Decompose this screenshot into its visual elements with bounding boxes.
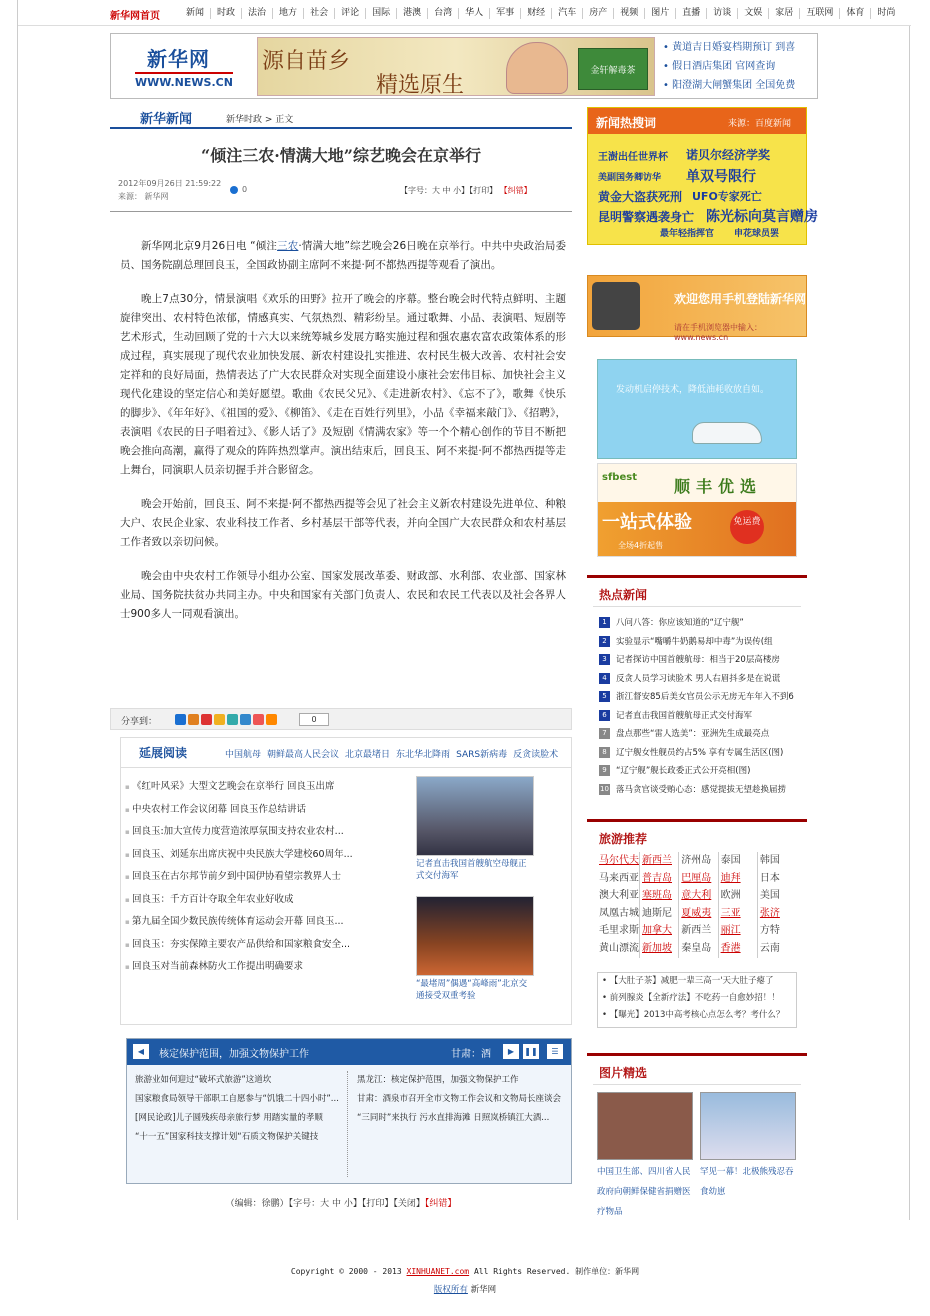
list-icon[interactable]: ☰ (547, 1044, 563, 1059)
copyright-brand-link[interactable]: XINHUANET.com (406, 1267, 470, 1276)
nav-item[interactable]: 财经 (521, 8, 552, 19)
column-divider (347, 1071, 348, 1177)
hot-news-item[interactable] (599, 744, 795, 763)
extended-item[interactable]: ▪ 第九届全国少数民族传统体育运动会开幕 回良玉... (125, 911, 387, 934)
divider (593, 606, 801, 607)
sfbest-slogan: 一站式体验 (602, 512, 692, 533)
nav-item[interactable]: 互联网 (800, 8, 840, 19)
travel-row (597, 922, 797, 940)
travel-destination[interactable]: 美国 (759, 890, 780, 902)
nav-item[interactable]: 台湾 (428, 8, 459, 19)
rank-number: 3 (599, 654, 610, 665)
extended-item[interactable]: ▪ 中央农村工作会议闭幕 回良玉作总结讲话 (125, 799, 387, 822)
travel-destination[interactable]: 欧洲 (719, 887, 758, 905)
sfbest-sub: 全场4折起售 (618, 541, 664, 550)
hot-search-source: 来源：百度新闻 (728, 119, 792, 129)
related-col-1 (135, 1071, 345, 1147)
travel-destination[interactable]: 巴厘岛 (679, 870, 718, 888)
para1-end: ·情满大地”综艺晚会26日晚在京举行。中共中央政治局委员、国务院副总理回良玉，全国政协副主席阿不来提·阿不都热西提等观看了演出。 (120, 240, 567, 271)
hot-news-list (599, 614, 795, 799)
extended-tag[interactable]: 朝鲜最高人民会议 (267, 750, 340, 760)
copyright-post: All Rights Reserved. 制作单位：新华网 (469, 1267, 640, 1276)
sfbest-title: 顺丰优选 (674, 477, 763, 496)
travel-destination[interactable]: 毛里求斯 (597, 922, 640, 940)
extended-photo-2[interactable] (416, 896, 534, 1002)
share-kaixin-icon[interactable] (253, 714, 264, 725)
page-shell (17, 0, 910, 1220)
header-links (663, 38, 817, 95)
logo-english: WWW.NEWS.CN (135, 72, 233, 89)
car-ad[interactable] (597, 359, 797, 459)
comment-count-value: 0 (242, 185, 248, 194)
banner-line2: 精选原生 (376, 73, 465, 98)
hot-search-title: 新闻热搜词 (596, 116, 657, 130)
photo-picks-box (587, 1053, 807, 1221)
travel-destination[interactable]: 加拿大 (640, 922, 679, 940)
travel-destination[interactable]: 丽江 (719, 922, 758, 940)
top-nav (18, 0, 911, 26)
travel-destination[interactable]: 济州岛 (679, 852, 718, 870)
rank-number: 4 (599, 673, 610, 684)
hot-search-box (587, 107, 818, 245)
extended-item[interactable]: ▪ 回良玉：千方百计夺取全年农业好收成 (125, 889, 387, 912)
travel-destination[interactable]: 马来西亚 (597, 870, 640, 888)
related-bar (127, 1039, 571, 1065)
article-source: 来源： 新华网 (118, 192, 169, 201)
hot-news-item[interactable] (599, 762, 795, 781)
travel-destination[interactable]: 新加坡 (640, 940, 679, 958)
nav-home-link[interactable]: 新华网首页 (110, 11, 160, 22)
related-item[interactable]: “十一五”国家科技支撑计划“石质文物保护关键技 (135, 1132, 319, 1142)
hot-news-text: 盘点那些“雷人选美”：亚洲先生成最亮点 (616, 729, 770, 739)
nav-item[interactable]: 家居 (769, 8, 800, 19)
phone-image (592, 282, 640, 330)
header-link[interactable]: • 黄道吉日婚宴档期预订 到喜 (663, 38, 817, 57)
mobile-promo-ad[interactable] (587, 275, 807, 342)
travel-destination[interactable]: 澳大利亚 (597, 887, 640, 905)
extended-tag[interactable]: 反贪读脸术 (513, 750, 559, 760)
logo-chinese: 新华网 (147, 47, 210, 71)
related-current-title[interactable]: 核定保护范围，加强文物保护工作 (159, 1049, 309, 1060)
share-renren-icon[interactable] (240, 714, 251, 725)
hot-word[interactable]: 黄金大盗获死刑 (598, 190, 683, 204)
hot-news-text: 八问八答：你应该知道的“辽宁舰” (616, 618, 744, 628)
travel-destination[interactable]: 云南 (759, 942, 780, 954)
share-xinhua-icon[interactable] (175, 714, 186, 725)
ad-link[interactable]: • 【曝光】2013中高考核心点怎么考？考什么？ (602, 1007, 796, 1024)
travel-destination[interactable]: 马尔代夫 (597, 852, 640, 870)
hot-news-title: 热点新闻 (599, 588, 648, 602)
hot-word[interactable]: 单双号限行 (686, 169, 756, 185)
banner-line1: 源自苗乡 (262, 49, 351, 74)
hot-word[interactable]: 王澍出任世界杯 (598, 152, 668, 163)
mobile-promo-sub: 请在手机浏览器中输入：www.news.cn (674, 323, 762, 342)
rank-number: 6 (599, 710, 610, 721)
hot-news-text: 辽宁舰女性舰员约占5% 享有专属生活区(图) (616, 747, 784, 758)
related-item[interactable]: 甘肃：酒泉市召开全市文物工作会议和文物局长座谈会 (357, 1094, 562, 1104)
hot-news-text: 实验显示“嘴嚼牛奶鹅易却中毒”为误传(组 (616, 636, 773, 647)
article-paragraph (120, 237, 566, 275)
banner-product-box: 金轩解毒茶 (578, 48, 648, 90)
travel-grid (597, 852, 797, 958)
share-weibo-icon[interactable] (201, 714, 212, 725)
hot-word[interactable]: 昆明警察遇袭身亡 (598, 210, 695, 224)
car-image (692, 422, 762, 444)
extended-tag[interactable]: 东北华北降雨 (396, 750, 451, 760)
mobile-promo-title: 欢迎您用手机登陆新华网 (674, 292, 807, 306)
article-paragraph: 晚会由中央农村工作领导小组办公室、国家发展改革委、财政部、水利部、农业部、国家林业局、国务院扶贫办共同主办。中央和国家有关部门负责人、农民和农民工代表以及社会各界人士900多人一同观看演出。 (120, 570, 566, 620)
photo-picks-title: 图片精选 (599, 1066, 648, 1080)
article-title: “倾注三农·情满大地”综艺晚会在京举行 (201, 146, 481, 165)
share-qzone-icon[interactable] (188, 714, 199, 725)
extended-title: 延展阅读 (139, 746, 188, 760)
nav-item[interactable]: 访谈 (707, 8, 738, 19)
nav-item[interactable]: 港澳 (397, 8, 428, 19)
extended-reading (120, 737, 572, 1025)
nav-item[interactable]: 图片 (645, 8, 676, 19)
travel-row (597, 887, 797, 905)
hot-news-text: 落马贪官谈受贿心态：感觉提拔无望趁换届捞 (616, 784, 787, 795)
travel-destination[interactable]: 迪拜 (719, 870, 758, 888)
publish-date: 2012年09月26日 21:59:22 (118, 179, 222, 188)
travel-destination[interactable]: 韩国 (759, 855, 780, 866)
share-count: 0 (299, 713, 329, 726)
carrier-photo (416, 776, 534, 856)
travel-destination[interactable]: 方特 (759, 925, 780, 937)
banner-ad[interactable] (257, 37, 655, 96)
extended-item[interactable]: ▪ 《红叶风采》大型文艺晚会在京举行 回良玉出席 (125, 776, 387, 799)
nav-item[interactable]: 视频 (614, 8, 645, 19)
nav-item[interactable]: 新闻 (180, 8, 211, 19)
next-arrow-icon[interactable]: ▶ (503, 1044, 519, 1059)
comment-icon (230, 186, 238, 194)
article-paragraph: 晚会开始前，回良玉、阿不来提·阿不都热西提等会见了社会主义新农村建设先进单位、种粮大户、农民企业家、农业科技工作者、乡村基层干部等代表，并向全国广大农民群众和农村基层工作者致以亲切问候。 (120, 498, 566, 548)
breadcrumb-path[interactable]: 新华时政 > 正文 (226, 115, 294, 125)
hot-news-item[interactable] (599, 725, 795, 744)
travel-destination[interactable]: 张济 (759, 907, 780, 919)
copyright-line2 (0, 1283, 930, 1295)
nav-item[interactable]: 地方 (273, 8, 304, 19)
hot-news-item[interactable] (599, 651, 795, 670)
travel-destination[interactable]: 凤凰古城 (597, 905, 640, 923)
sfbest-ad[interactable] (597, 463, 797, 557)
breadcrumb (110, 101, 572, 129)
article-meta (118, 177, 572, 207)
photo-caption[interactable]: 中国卫生部、四川省人民政府向朝鲜保健省捐赠医疗物品 (597, 1167, 691, 1217)
travel-ad-links (597, 972, 797, 1028)
related-item[interactable]: 黑龙江：核定保护范围，加强文物保护工作 (357, 1075, 519, 1085)
extended-header (121, 738, 571, 768)
travel-destination[interactable]: 普吉岛 (640, 870, 679, 888)
hot-word[interactable]: UFO专家死亡 (692, 190, 762, 203)
hot-search-header (588, 108, 806, 134)
travel-destination[interactable]: 夏威夷 (679, 905, 718, 923)
nav-item[interactable]: 华人 (459, 8, 490, 19)
nav-item[interactable]: 社会 (304, 8, 335, 19)
site-logo[interactable] (111, 34, 255, 98)
banner-model-image (506, 42, 568, 94)
divider (593, 1084, 801, 1085)
extended-list (125, 776, 387, 979)
comment-count[interactable] (230, 185, 247, 194)
related-item[interactable]: 旅游业如何迎过“破坏式旅游”这道坎 (135, 1075, 272, 1085)
related-news-widget (126, 1038, 572, 1184)
copyright-link[interactable]: 版权所有 (433, 1285, 468, 1295)
traffic-photo (416, 896, 534, 976)
travel-box (587, 819, 807, 1031)
rank-number: 5 (599, 691, 610, 702)
nav-item[interactable]: 房产 (583, 8, 614, 19)
related-side-label: 甘肃：酒 (451, 1049, 491, 1060)
hot-word[interactable]: 陈光标向莫言赠房 (706, 209, 818, 225)
related-item[interactable]: 国家粮食局领导干部职工自愿参与“饥饿二十四小时”... (135, 1094, 339, 1104)
rank-number: 8 (599, 747, 610, 758)
copyright (0, 1266, 930, 1277)
nav-item[interactable]: 军事 (490, 8, 521, 19)
extended-tags (225, 747, 564, 760)
hot-news-item[interactable] (599, 688, 795, 707)
travel-row (597, 870, 797, 888)
hot-news-text: “辽宁舰”舰长政委正式公开亮相(图) (616, 766, 751, 776)
related-item[interactable]: “三同时”来执行 污水直排海滩 日照岚桥镇江大酒... (357, 1113, 550, 1123)
share-more-icon[interactable] (266, 714, 277, 725)
hot-news-item[interactable] (599, 633, 795, 652)
photo-caption[interactable]: “最堵周”偶遇“高峰雨”北京交通接受双重考验 (416, 979, 528, 1001)
nav-item[interactable]: 汽车 (552, 8, 583, 19)
travel-destination[interactable]: 塞班岛 (640, 887, 679, 905)
travel-destination[interactable]: 泰国 (719, 852, 758, 870)
header-link[interactable]: • 阳澄湖大闸蟹集团 全国免费 (663, 76, 817, 95)
hot-news-item[interactable] (599, 614, 795, 633)
site-header (110, 33, 818, 99)
travel-row (597, 852, 797, 870)
article-footer-tools (110, 1196, 572, 1209)
travel-destination[interactable]: 新西兰 (679, 922, 718, 940)
hot-news-item[interactable] (599, 670, 795, 689)
extended-item[interactable]: ▪ 回良玉在古尔邦节前夕到中国伊协看望宗教界人士 (125, 866, 387, 889)
hot-word[interactable]: 申花球员罢 (734, 229, 780, 239)
hot-word[interactable]: 诺贝尔经济学奖 (686, 148, 771, 162)
sfbest-band (598, 502, 796, 556)
nav-item[interactable]: 法治 (242, 8, 273, 19)
sfbest-logo: sfbest (602, 472, 637, 483)
rank-number: 1 (599, 617, 610, 628)
rank-number: 7 (599, 728, 610, 739)
nav-item[interactable]: 文娱 (738, 8, 769, 19)
hot-news-item[interactable] (599, 781, 795, 800)
extended-item[interactable]: ▪ 回良玉、刘延东出席庆祝中央民族大学建校60周年... (125, 844, 387, 867)
extended-photo-1[interactable] (416, 776, 534, 882)
related-item[interactable]: [网民论政]儿子圆残疾母亲旅行梦 用踏实量的孝顺 (135, 1113, 323, 1123)
photo-ceremony[interactable] (597, 1092, 693, 1160)
nav-item[interactable]: 时政 (211, 8, 242, 19)
rank-number: 9 (599, 765, 610, 776)
nav-items (180, 8, 901, 19)
article-paragraph: 晚上7点30分，情景演唱《欢乐的田野》拉开了晚会的序幕。整台晚会时代特点鲜明、主题旋律突出、农村特色浓郁，情感真实、气氛热烈、精彩纷呈。通过歌舞、小品、表演唱、短剧等艺术形式，生动回顾了党的十六大以来统筹城乡发展方略实施过程和强农惠农富农政策体系的形成过程，真实展现了现代农业加快发展、新农村建设扎实推进、农村民生极大改善、农村社会安定祥和的良好局面，热情表达了广大农民群众对实现全面建设小康社会宏伟目标、加快社会主义现代化建设的坚定信心和美好愿望。歌曲《农民父兄》、《走进新农村》、《忘不了》，歌舞《快乐的脚步》、《年年好》、《祖国的爱》、《柳笛》、《走在百姓行列里》，小品《幸福来敲门》、《招聘》，表演唱《农民的日子唱着过》、《影人话了》及短剧《情满农家》等一个个精心创作的节目不断把晚会推向高潮，赢得了观众的阵阵热烈掌声。演出结束后，回良玉、阿不来提·阿不都热西提等走上舞台，同演职人员亲切握手并合影留念。 (120, 293, 566, 476)
travel-destination[interactable]: 新西兰 (640, 852, 679, 870)
extended-tag[interactable]: 北京最堵日 (345, 750, 391, 760)
share-label: 分享到： (121, 717, 158, 727)
hot-word[interactable]: 美副国务卿访华 (598, 173, 662, 183)
extended-item[interactable]: ▪ 回良玉对当前森林防火工作提出明确要求 (125, 956, 387, 979)
related-col-2 (357, 1071, 567, 1128)
extended-tag[interactable]: 中国航母 (225, 750, 262, 760)
correction-link[interactable]: 【纠错】 (499, 186, 532, 195)
prev-arrow-icon[interactable]: ◀ (133, 1044, 149, 1059)
travel-destination[interactable]: 日本 (759, 872, 780, 884)
travel-destination[interactable]: 香港 (719, 940, 758, 958)
rank-number: 2 (599, 636, 610, 647)
para1-start: 新华网北京9月26日电 “倾注 (141, 240, 278, 252)
divider (110, 211, 572, 212)
travel-destination[interactable]: 黄山漂流 (597, 940, 640, 958)
footer-correction-link[interactable]: 【纠错】 (424, 1199, 457, 1209)
pause-icon[interactable]: ❚❚ (523, 1044, 539, 1059)
nav-item[interactable]: 直播 (676, 8, 707, 19)
nav-item[interactable]: 国际 (366, 8, 397, 19)
travel-destination[interactable]: 意大利 (679, 887, 718, 905)
share-icons (175, 714, 279, 725)
header-link[interactable]: • 假日酒店集团 官网查询 (663, 57, 817, 76)
hot-news-box (587, 575, 807, 795)
footer-tools-links[interactable]: （编辑：徐鹏）【字号：大 中 小】【打印】【关闭】 (225, 1199, 425, 1209)
extended-item[interactable]: ▪ 回良玉：夯实保障主要农产品供给和国家粮食安全... (125, 934, 387, 957)
channel-name[interactable]: 新华新闻 (140, 112, 193, 127)
hot-word[interactable]: 最年轻指挥官 (660, 229, 715, 239)
hot-news-text: 记者直击我国首艘航母正式交付海军 (616, 710, 753, 721)
photo-polar-bear[interactable] (700, 1092, 796, 1160)
hot-news-text: 记者探访中国首艘航母：相当于20层高楼房 (616, 655, 780, 665)
travel-row (597, 940, 797, 958)
photo-caption[interactable]: 罕见一幕！北极熊残忍吞食幼崽 (700, 1167, 794, 1197)
travel-destination[interactable]: 迪斯尼 (640, 905, 679, 923)
share-bar (110, 708, 572, 730)
share-tqq-icon[interactable] (227, 714, 238, 725)
ad-link[interactable]: • 前列腺炎【全新疗法】不吃药一自愈妙招！！ (602, 990, 796, 1007)
free-shipping-badge: 免运费 (730, 510, 764, 544)
travel-destination[interactable]: 三亚 (719, 905, 758, 923)
copyright-pre: Copyright © 2000 - 2013 (290, 1267, 407, 1276)
extended-item[interactable]: ▪ 回良玉:加大宣传力度营造浓厚氛围支持农业农村... (125, 821, 387, 844)
hot-news-text: 浙江督安85后美女官员公示无房无车年入不到6 (616, 692, 794, 702)
hot-news-item[interactable] (599, 707, 795, 726)
extended-tag[interactable]: SARS新病毒 (456, 750, 508, 760)
keyword-link[interactable]: 三农 (277, 240, 299, 252)
travel-row (597, 905, 797, 923)
hot-news-text: 反贪人员学习读脸术 男人右眉抖多是在说谎 (616, 673, 781, 684)
article-body (120, 237, 566, 639)
share-star-icon[interactable] (214, 714, 225, 725)
travel-title: 旅游推荐 (599, 832, 648, 846)
nav-item[interactable]: 体育 (840, 8, 871, 19)
rank-number: 10 (600, 784, 609, 793)
article-tools (400, 185, 532, 196)
photo-caption[interactable]: 记者直击我国首艘航空母舰正式交付海军 (416, 859, 527, 881)
nav-item[interactable]: 时尚 (877, 8, 896, 18)
font-size-print-tools[interactable]: 【字号：大 中 小】【打印】 (400, 186, 498, 195)
car-ad-text: 发动机启停技术，降低油耗收放自如。 (616, 385, 770, 395)
copyright-owner: 新华网 (467, 1285, 497, 1295)
travel-destination[interactable]: 秦皇岛 (679, 940, 718, 958)
ad-link[interactable]: • 【大肚子茶】减肥一辈三高一'天大肚子瘪了 (602, 973, 796, 990)
nav-item[interactable]: 评论 (335, 8, 366, 19)
